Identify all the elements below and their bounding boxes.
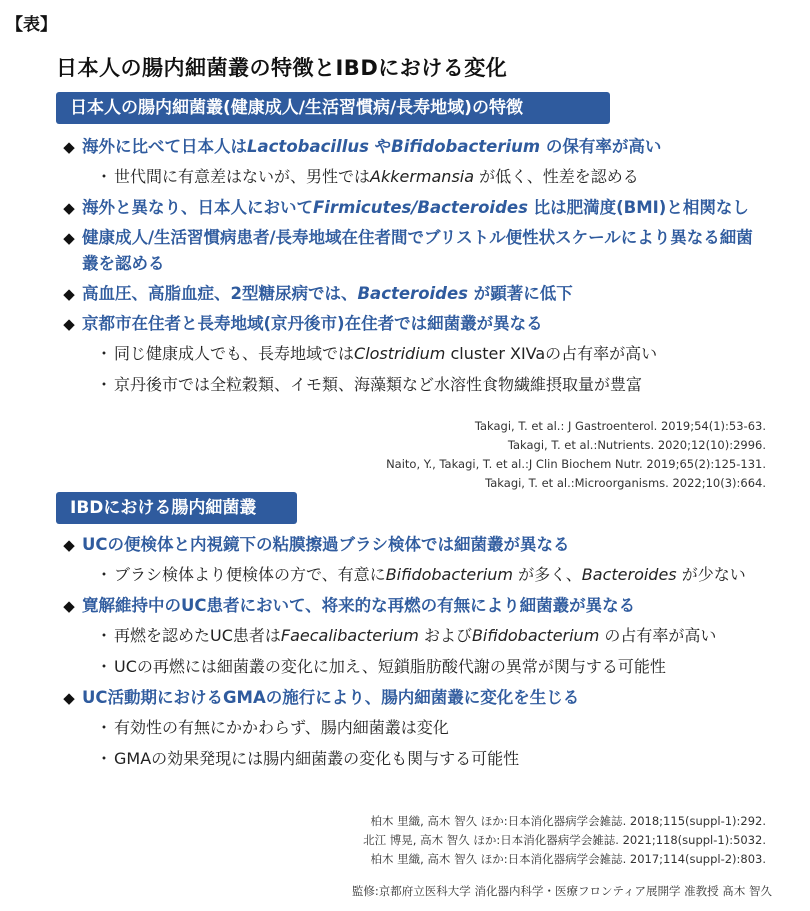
- sub-item: [96, 341, 756, 367]
- middle-dot-bullet-icon: ・: [96, 718, 113, 737]
- reference-line: Naito, Y., Takagi, T. et al.:J Clin Biochem Nutr. 2019;65(2):125-131.: [386, 457, 766, 471]
- text-segment: 同じ健康成人でも、長寿地域では: [114, 344, 355, 363]
- sub-item: [96, 372, 756, 398]
- text-segment: 海外に比べて日本人は: [82, 137, 247, 156]
- diamond-bullet-icon: ◆: [63, 199, 75, 217]
- bullet-item: [56, 685, 756, 711]
- bullet-text: [82, 685, 756, 711]
- page-title: 日本人の腸内細菌叢の特徴とIBDにおける変化: [56, 56, 508, 80]
- reference-line: 柏木 里織, 高木 智久 ほか:日本消化器病学会雑誌. 2018;115(suppl-1):292.: [370, 814, 766, 828]
- sub-text: [114, 164, 756, 190]
- text-segment: UCの再燃には細菌叢の変化に加え、短鎖脂肪酸代謝の異常が関与する可能性: [114, 657, 666, 676]
- diamond-bullet-icon: ◆: [63, 285, 75, 303]
- text-segment: が低く、性差を認める: [474, 167, 639, 186]
- bullet-item: [56, 195, 756, 221]
- reference-line: 北江 博晃, 高木 智久 ほか:日本消化器病学会雑誌. 2021;118(suppl-1):5032.: [363, 833, 766, 847]
- text-segment: 有効性の有無にかかわらず、腸内細菌叢は変化: [114, 718, 449, 737]
- bullet-text: [82, 225, 756, 277]
- section-ibd: [56, 532, 756, 777]
- reference-line: Takagi, T. et al.:Microorganisms. 2022;10(3):664.: [485, 476, 766, 490]
- diamond-bullet-icon: ◆: [63, 689, 75, 707]
- sub-item: [96, 715, 756, 741]
- text-segment: UCの便検体と内視鏡下の粘膜擦過ブラシ検体では細菌叢が異なる: [82, 535, 570, 554]
- reference-line: Takagi, T. et al.:Nutrients. 2020;12(10):2996.: [507, 438, 766, 452]
- section-header-japanese-microbiota: 日本人の腸内細菌叢(健康成人/生活習慣病/長寿地域)の特徴: [56, 92, 610, 124]
- text-segment: が少ない: [676, 565, 746, 584]
- text-segment: 高血圧、高脂血症、2型糖尿病では、: [82, 284, 358, 303]
- middle-dot-bullet-icon: ・: [96, 749, 113, 768]
- text-segment: の占有率が高い: [599, 626, 717, 645]
- sub-item: [96, 746, 756, 772]
- text-segment: 京都市在住者と長寿地域(京丹後市)在住者では細菌叢が異なる: [82, 314, 543, 333]
- species-name: Bacteroides: [357, 284, 469, 303]
- middle-dot-bullet-icon: ・: [96, 167, 113, 186]
- sub-text: [114, 341, 756, 367]
- bullet-item: [56, 281, 756, 307]
- diamond-bullet-icon: ◆: [63, 138, 75, 156]
- diamond-bullet-icon: ◆: [63, 315, 75, 333]
- references-section2: [363, 812, 766, 869]
- bullet-text: [82, 195, 756, 221]
- text-segment: ブラシ検体より便検体の方で、有意に: [114, 565, 386, 584]
- section-header-ibd: IBDにおける腸内細菌叢: [56, 492, 297, 524]
- species-name: Lactobacillus: [247, 137, 369, 156]
- text-segment: 比は肥満度(BMI)と相関なし: [527, 198, 749, 217]
- text-segment: 寛解維持中のUC患者において、将来的な再燃の有無により細菌叢が異なる: [82, 596, 636, 615]
- diamond-bullet-icon: ◆: [63, 597, 75, 615]
- species-name: Clostridium: [354, 344, 446, 363]
- middle-dot-bullet-icon: ・: [96, 344, 113, 363]
- bullet-text: [82, 593, 756, 619]
- sub-text: [114, 654, 756, 680]
- bullet-text: [82, 281, 756, 307]
- text-segment: 世代間に有意差はないが、男性では: [114, 167, 371, 186]
- diamond-bullet-icon: ◆: [63, 536, 75, 554]
- text-segment: UC活動期におけるGMAの施行により、腸内細菌叢に変化を生じる: [82, 688, 580, 707]
- species-name: Bacteroides: [581, 565, 677, 584]
- text-segment: 健康成人/生活習慣病患者/長寿地域在住者間でブリストル便性状スケールにより異なる細菌叢を認める: [82, 228, 753, 273]
- middle-dot-bullet-icon: ・: [96, 375, 113, 394]
- text-segment: が多く、: [513, 565, 582, 584]
- middle-dot-bullet-icon: ・: [96, 626, 113, 645]
- reference-line: 柏木 里織, 高木 智久 ほか:日本消化器病学会雑誌. 2017;114(suppl-2):803.: [370, 852, 766, 866]
- species-name: Firmicutes/Bacteroides: [313, 198, 528, 217]
- figure-label: 【表】: [6, 15, 57, 35]
- bullet-item: [56, 311, 756, 337]
- sub-item: [96, 562, 756, 588]
- reference-line: Takagi, T. et al.: J Gastroenterol. 2019;54(1):53-63.: [474, 419, 766, 433]
- species-name: Faecalibacterium: [280, 626, 419, 645]
- text-segment: 海外と異なり、日本人において: [82, 198, 313, 217]
- text-segment: cluster XIVaの占有率が高い: [445, 344, 658, 363]
- sub-text: [114, 562, 756, 588]
- references-section1: [386, 417, 766, 493]
- bullet-text: [82, 532, 756, 558]
- species-name: Akkermansia: [370, 167, 475, 186]
- middle-dot-bullet-icon: ・: [96, 565, 113, 584]
- sub-item: [96, 164, 756, 190]
- sub-item: [96, 623, 756, 649]
- sub-text: [114, 715, 756, 741]
- bullet-item: [56, 225, 756, 277]
- species-name: Bifidobacterium: [391, 137, 541, 156]
- bullet-text: [82, 311, 756, 337]
- text-segment: の保有率が高い: [540, 137, 662, 156]
- bullet-item: [56, 134, 756, 160]
- text-segment: 再燃を認めたUC患者は: [114, 626, 281, 645]
- species-name: Bifidobacterium: [385, 565, 514, 584]
- section-japanese-microbiota: [56, 134, 756, 403]
- species-name: Bifidobacterium: [471, 626, 600, 645]
- bullet-item: [56, 532, 756, 558]
- sub-text: [114, 623, 756, 649]
- sub-item: [96, 654, 756, 680]
- text-segment: GMAの効果発現には腸内細菌叢の変化も関与する可能性: [114, 749, 520, 768]
- text-segment: や: [368, 137, 392, 156]
- bullet-item: [56, 593, 756, 619]
- middle-dot-bullet-icon: ・: [96, 657, 113, 676]
- bullet-text: [82, 134, 756, 160]
- diamond-bullet-icon: ◆: [63, 229, 75, 247]
- text-segment: が顕著に低下: [468, 284, 573, 303]
- supervision-credit: 監修:京都府立医科大学 消化器内科学・医療フロンティア展開学 准教授 髙木 智久: [351, 884, 772, 898]
- sub-text: [114, 372, 756, 398]
- sub-text: [114, 746, 756, 772]
- text-segment: および: [418, 626, 472, 645]
- text-segment: 京丹後市では全粒穀類、イモ類、海藻類など水溶性食物繊維摂取量が豊富: [114, 375, 643, 394]
